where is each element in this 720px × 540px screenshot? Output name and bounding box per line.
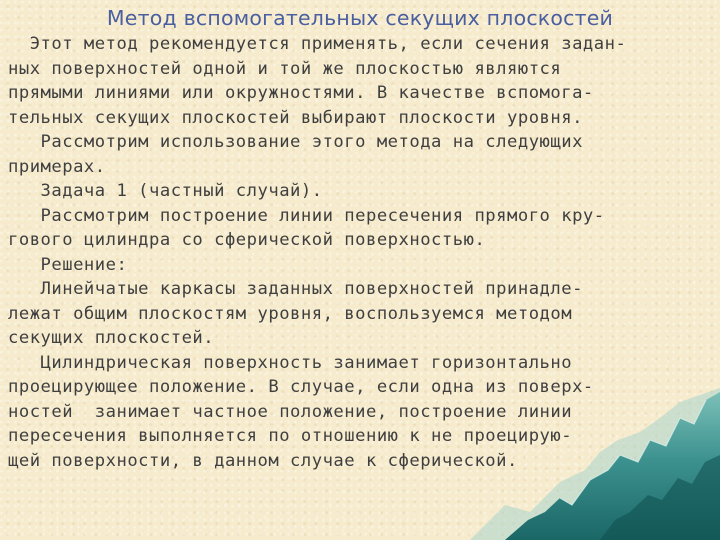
text-line: ностей занимает частное положение, построение линии	[8, 401, 573, 422]
text-line: прямыми линиями или окружностями. В качестве вспомога-	[8, 83, 594, 103]
text-line: Линейчатые каркасы заданных поверхностей принадле-	[8, 279, 583, 299]
text-line: тельных секущих плоскостей выбирают плоскости уровня.	[8, 107, 583, 128]
text-line: Задача 1 (частный случай).	[8, 181, 323, 201]
text-line: пересечения выполняется по отношению к не проецирую-	[8, 426, 573, 446]
slide-title: Метод вспомогательных секущих плоскостей	[106, 6, 614, 30]
text-line: лежат общим плоскостям уровня, воспользуемся методом	[8, 303, 573, 324]
text-line: Решение:	[8, 254, 128, 275]
text-line: примерах.	[8, 156, 106, 177]
text-line: щей поверхности, в данном случае к сферической.	[8, 450, 518, 471]
slide-body	[8, 32, 720, 473]
text-line: ных поверхностей одной и той же плоскостью являются	[8, 58, 562, 79]
text-line: секущих плоскостей.	[8, 328, 215, 348]
text-line: проецирующее положение. В случае, если одна из поверх-	[8, 377, 594, 397]
text-line: Цилиндрическая поверхность занимает горизонтально	[8, 352, 573, 373]
text-line: Рассмотрим использование этого метода на следующих	[8, 132, 583, 152]
text-line: гового цилиндра со сферической поверхностью.	[8, 230, 486, 250]
text-line: Рассмотрим построение линии пересечения прямого кру-	[8, 205, 605, 226]
text-line: Этот метод рекомендуется применять, если сечения задан-	[8, 34, 627, 54]
